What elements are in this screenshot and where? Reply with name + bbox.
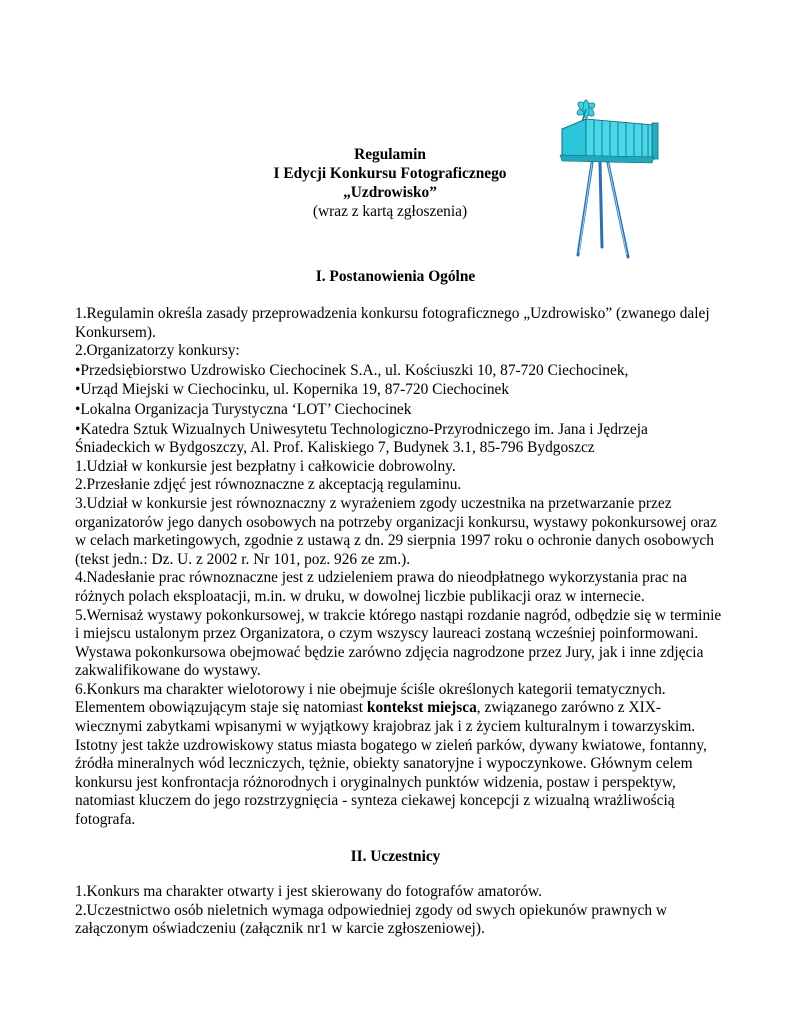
list-item: •Urząd Miejski w Ciechocinku, ul. Kopernika 19, 87-720 Ciechocinek xyxy=(75,381,510,399)
paragraph: 1.Konkurs ma charakter otwarty i jest skierowany do fotografów amatorów. xyxy=(75,883,542,900)
section-participants-body xyxy=(75,883,725,939)
document-subtitle: I Edycji Konkursu Fotograficznego xyxy=(273,165,507,182)
document-title: Regulamin xyxy=(354,146,426,163)
paragraph: 4.Nadesłanie prac równoznaczne jest z udzieleniem prawa do nieodpłatnego wykorzystania prac na różnych polach eksploatacji, m.in. w druku, w dowolnej liczbie publikacji oraz w internecie. xyxy=(75,569,687,605)
paragraph: 1.Regulamin określa zasady przeprowadzenia konkursu fotograficznego „Uzdrowisko” (zwanego dalej Konkursem). xyxy=(75,305,710,341)
document-header xyxy=(190,145,590,221)
list-item: •Przedsiębiorstwo Uzdrowisko Ciechocinek S.A., ul. Kościuszki 10, 87-720 Ciechocinek, xyxy=(75,361,629,379)
paragraph: 2.Przesłanie zdjęć jest równoznaczne z akceptacją regulaminu. xyxy=(75,476,462,494)
list-item: •Lokalna Organizacja Turystyczna ‘LOT’ Ciechocinek xyxy=(75,400,412,418)
section-title-general: I. Postanowienia Ogólne xyxy=(315,268,476,285)
contest-name: „Uzdrowisko” xyxy=(343,184,437,201)
paragraph: 2.Organizatorzy konkursy: xyxy=(75,342,240,360)
section-general-body xyxy=(75,305,725,830)
paragraph: 5.Wernisaż wystawy pokonkursowej, w trakcie którego nastąpi rozdanie nagród, odbędzie się w terminie i miejscu ustalonym przez Organizatora, o czym wszyscy laureaci zostaną wcześniej poinformowani. Wystawa pokonkursowa obejmować będzie zarówno zdjęcia nagrodzone przez Jury, jak i inne zdjęcia zakwalifikowane do wystawy. xyxy=(75,606,722,680)
paragraph: 2.Uczestnictwo osób nieletnich wymaga odpowiedniej zgody od swych opiekunów prawnych w załączonym oświadczeniu (załącznik nr1 w karcie zgłoszeniowej). xyxy=(75,901,667,938)
paragraph xyxy=(75,681,725,830)
document-note: (wraz z kartą zgłoszenia) xyxy=(312,203,468,220)
paragraph-text: , związanego zarówno z XIX-wiecznymi zabytkami wpisanymi w wyjątkowy krajobraz jak i z życiem kulturalnym i towarzyskim. Istotny jest także uzdrowiskowy status miasta bogatego w zieleń parków, dywany kwiatowe, fontanny, źródła mineralnych wód leczniczych, tężnie, obiekty sanatoryjne i wypoczynkowe. Głównym celem konkursu jest konfrontacja różnorodnych i oryginalnych punktów widzenia, postaw i perspektyw, natomiast kluczem do jego rozstrzygnięcia - synteza ciekawej koncepcji z wizualną wrażliwością fotografa. xyxy=(75,699,707,829)
list-item: •Katedra Sztuk Wizualnych Uniwesytetu Technologiczno-Przyrodniczego im. Jana i Jędrzeja Śniadeckich w Bydgoszczy, Al. Prof. Kaliskiego 7, Budynek 3.1, 85-796 Bydgoszcz xyxy=(75,420,648,457)
paragraph: 1.Udział w konkursie jest bezpłatny i całkowicie dobrowolny. xyxy=(75,457,456,475)
paragraph: 3.Udział w konkursie jest równoznaczny z wyrażeniem zgody uczestnika na przetwarzanie przez organizatorów jego danych osobowych na potrzeby organizacji konkursu, wystawy pokonkursowej oraz w celach marketingowych, zgodnie z ustawą z dn. 29 sierpnia 1997 roku o ochronie danych osobowych (tekst jedn.: Dz. U. z 2002 r. Nr 101, poz. 926 ze zm.). xyxy=(75,494,717,568)
paragraph-text: 6.Konkurs ma charakter wielotorowy i nie obejmuje ściśle określonych kategorii tematycznych. Elementem obowiązującym staje się natomiast xyxy=(75,680,666,717)
camera-on-tripod-icon xyxy=(548,97,660,262)
emphasis-text: kontekst miejsca xyxy=(366,699,477,717)
section-title-participants: II. Uczestnicy xyxy=(350,848,441,865)
